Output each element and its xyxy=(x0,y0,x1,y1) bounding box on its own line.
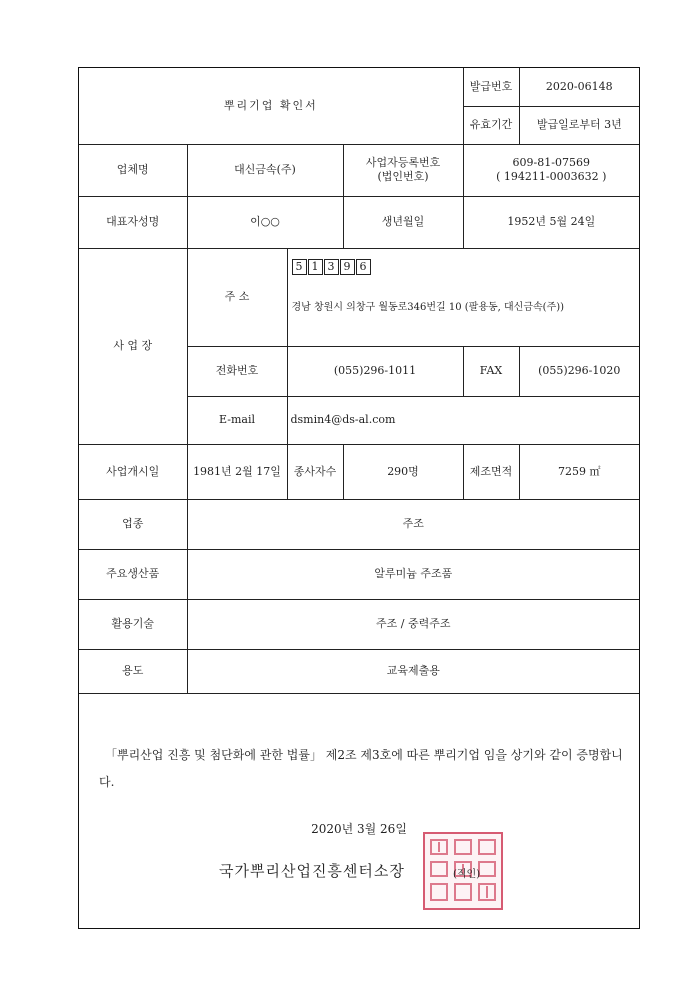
workplace-label: 사 업 장 xyxy=(79,248,187,444)
employees-label: 종사자수 xyxy=(287,444,343,499)
start-date-label: 사업개시일 xyxy=(79,444,187,499)
industry-label: 업종 xyxy=(79,499,187,549)
certificate-document xyxy=(78,67,640,929)
validity-label: 유효기간 xyxy=(463,106,519,144)
fax-value: (055)296-1020 xyxy=(519,346,639,396)
postcode-digit: 9 xyxy=(340,259,355,275)
certification-statement: 「뿌리산업 진흥 및 첨단화에 관한 법률」 제2조 제3호에 따른 뿌리기업 임을 상기와 같이 증명합니다. xyxy=(99,748,623,789)
address-value: 경남 창원시 의창구 월동로346번길 10 (팔용동, 대신금속(주)) xyxy=(291,301,565,313)
postcode-digit: 5 xyxy=(292,259,307,275)
postcode-digit: 1 xyxy=(308,259,323,275)
business-number-value: 609-81-07569 xyxy=(512,156,590,169)
main-product-label: 주요생산품 xyxy=(79,549,187,599)
email-value: dsmin4@ds-al.com xyxy=(287,396,639,444)
manufacturing-area-label: 제조면적 xyxy=(463,444,519,499)
phone-value: (055)296-1011 xyxy=(287,346,463,396)
certificate-form-table xyxy=(79,68,639,694)
ceo-label: 대표자성명 xyxy=(79,196,187,248)
ceo-value: 이○○ xyxy=(187,196,343,248)
postcode-boxes xyxy=(292,259,371,275)
issue-date: 2020년 3월 26일 xyxy=(311,822,407,836)
purpose-value: 교육제출용 xyxy=(187,649,639,693)
technology-value: 주조 / 중력주조 xyxy=(187,599,639,649)
manufacturing-area-value: 7259 ㎡ xyxy=(519,444,639,499)
validity-value: 발급일로부터 3년 xyxy=(519,106,639,144)
industry-value: 주조 xyxy=(187,499,639,549)
business-number-label: 사업자등록번호 (법인번호) xyxy=(343,144,463,196)
start-date-value: 1981년 2월 17일 xyxy=(187,444,287,499)
issuer-name: 국가뿌리산업진흥센터소장 xyxy=(219,862,405,880)
purpose-label: 용도 xyxy=(79,649,187,693)
document-title: 뿌리기업 확인서 xyxy=(79,68,463,144)
birth-date-value: 1952년 5월 24일 xyxy=(463,196,639,248)
company-name-value: 대신금속(주) xyxy=(187,144,343,196)
main-product-value: 알루미늄 주조품 xyxy=(187,549,639,599)
postcode-digit: 6 xyxy=(356,259,371,275)
issue-number-value: 2020-06148 xyxy=(519,68,639,106)
corporate-number-value: ( 194211-0003632 ) xyxy=(496,170,607,183)
technology-label: 활용기술 xyxy=(79,599,187,649)
fax-label: FAX xyxy=(463,346,519,396)
issue-number-label: 발급번호 xyxy=(463,68,519,106)
employees-value: 290명 xyxy=(343,444,463,499)
postcode-digit: 3 xyxy=(324,259,339,275)
address-cell xyxy=(287,248,639,346)
phone-label: 전화번호 xyxy=(187,346,287,396)
birth-date-label: 생년월일 xyxy=(343,196,463,248)
seal-mark: (직인) xyxy=(453,869,481,880)
email-label: E-mail xyxy=(187,396,287,444)
company-name-label: 업체명 xyxy=(79,144,187,196)
address-label: 주 소 xyxy=(187,248,287,346)
